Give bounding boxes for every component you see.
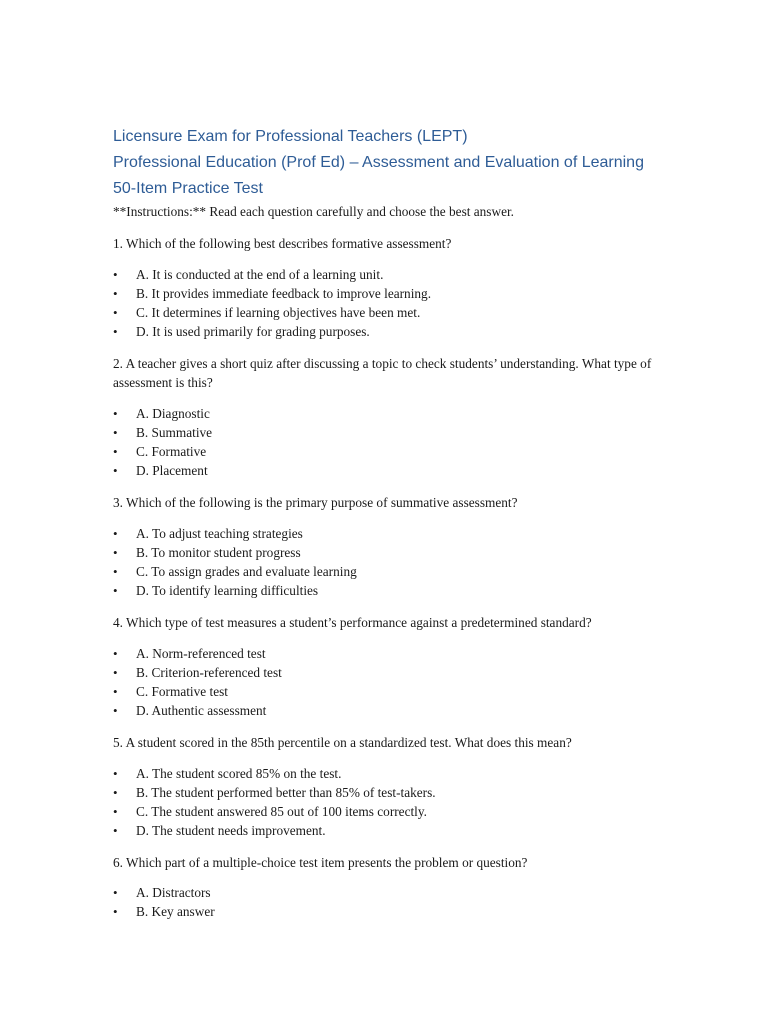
option-text: D. It is used primarily for grading purposes.: [136, 323, 370, 339]
option-text: D. To identify learning difficulties: [136, 583, 319, 599]
document-page: [113, 124, 673, 922]
option-item: [113, 562, 673, 581]
option-text: D. Placement: [136, 463, 208, 479]
option-item: [113, 524, 673, 543]
bullet-icon: •: [113, 784, 118, 800]
option-text: B. Key answer: [136, 904, 215, 920]
option-text: B. It provides immediate feedback to improve learning.: [136, 285, 432, 301]
bullet-icon: •: [113, 885, 118, 901]
bullet-icon: •: [113, 765, 118, 781]
question-4: 4. Which type of test measures a student’s performance against a predetermined standard?: [113, 615, 592, 631]
option-item: [113, 883, 673, 902]
option-text: A. Diagnostic: [136, 405, 210, 421]
option-text: C. Formative test: [136, 683, 228, 699]
document-heading-test: 50-Item Practice Test: [113, 180, 263, 197]
question-1: 1. Which of the following best describes formative assessment?: [113, 236, 452, 251]
option-item: [113, 663, 673, 682]
instructions-text: **Instructions:** Read each question carefully and choose the best answer.: [113, 204, 515, 219]
bullet-icon: •: [113, 525, 118, 541]
bullet-icon: •: [113, 683, 118, 699]
option-item: [113, 821, 673, 840]
option-item: [113, 442, 673, 461]
bullet-icon: •: [113, 803, 118, 819]
bullet-icon: •: [113, 702, 118, 718]
question-6: 6. Which part of a multiple-choice test item presents the problem or question?: [113, 854, 528, 870]
bullet-icon: •: [113, 583, 118, 599]
option-item: [113, 265, 673, 284]
option-item: [113, 461, 673, 480]
option-list-1: [113, 265, 673, 341]
option-list-2: [113, 404, 673, 480]
option-item: [113, 284, 673, 303]
option-text: B. Summative: [136, 424, 213, 440]
option-text: D. The student needs improvement.: [136, 822, 326, 838]
option-text: B. The student performed better than 85% of test-takers.: [136, 784, 436, 800]
document-heading-exam: Licensure Exam for Professional Teachers (LEPT): [113, 128, 468, 145]
option-item: [113, 701, 673, 720]
option-text: C. Formative: [136, 444, 207, 460]
option-item: [113, 682, 673, 701]
bullet-icon: •: [113, 563, 118, 579]
option-item: [113, 644, 673, 663]
option-text: D. Authentic assessment: [136, 702, 267, 718]
question-3: 3. Which of the following is the primary purpose of summative assessment?: [113, 495, 518, 511]
option-text: B. To monitor student progress: [136, 544, 301, 560]
option-item: [113, 802, 673, 821]
option-list-4: [113, 644, 673, 720]
option-item: [113, 902, 673, 921]
option-item: [113, 764, 673, 783]
option-item: [113, 303, 673, 322]
bullet-icon: •: [113, 405, 118, 421]
bullet-icon: •: [113, 266, 118, 282]
option-item: [113, 783, 673, 802]
option-list-3: [113, 524, 673, 600]
option-item: [113, 581, 673, 600]
question-2: 2. A teacher gives a short quiz after discussing a topic to check students’ understanding. What type of assessment is this?: [113, 355, 652, 391]
option-item: [113, 322, 673, 341]
option-text: C. To assign grades and evaluate learning: [136, 563, 357, 579]
bullet-icon: •: [113, 323, 118, 339]
bullet-icon: •: [113, 463, 118, 479]
bullet-icon: •: [113, 904, 118, 920]
bullet-icon: •: [113, 544, 118, 560]
option-text: A. Distractors: [136, 885, 211, 901]
question-5: 5. A student scored in the 85th percentile on a standardized test. What does this mean?: [113, 735, 572, 750]
option-item: [113, 423, 673, 442]
option-text: A. It is conducted at the end of a learning unit.: [136, 266, 384, 282]
option-text: A. Norm-referenced test: [136, 645, 266, 661]
option-item: [113, 404, 673, 423]
option-text: A. The student scored 85% on the test.: [136, 765, 342, 781]
option-text: B. Criterion-referenced test: [136, 664, 282, 680]
question-list: [113, 234, 673, 922]
document-heading-subject: Professional Education (Prof Ed) – Assessment and Evaluation of Learning: [113, 154, 644, 171]
bullet-icon: •: [113, 664, 118, 680]
bullet-icon: •: [113, 822, 118, 838]
bullet-icon: •: [113, 444, 118, 460]
bullet-icon: •: [113, 645, 118, 661]
option-list-6: [113, 883, 673, 921]
option-item: [113, 543, 673, 562]
option-text: A. To adjust teaching strategies: [136, 525, 303, 541]
option-list-5: [113, 764, 673, 840]
option-text: C. The student answered 85 out of 100 items correctly.: [136, 803, 427, 819]
bullet-icon: •: [113, 304, 118, 320]
option-text: C. It determines if learning objectives have been met.: [136, 304, 421, 320]
bullet-icon: •: [113, 424, 118, 440]
bullet-icon: •: [113, 285, 118, 301]
